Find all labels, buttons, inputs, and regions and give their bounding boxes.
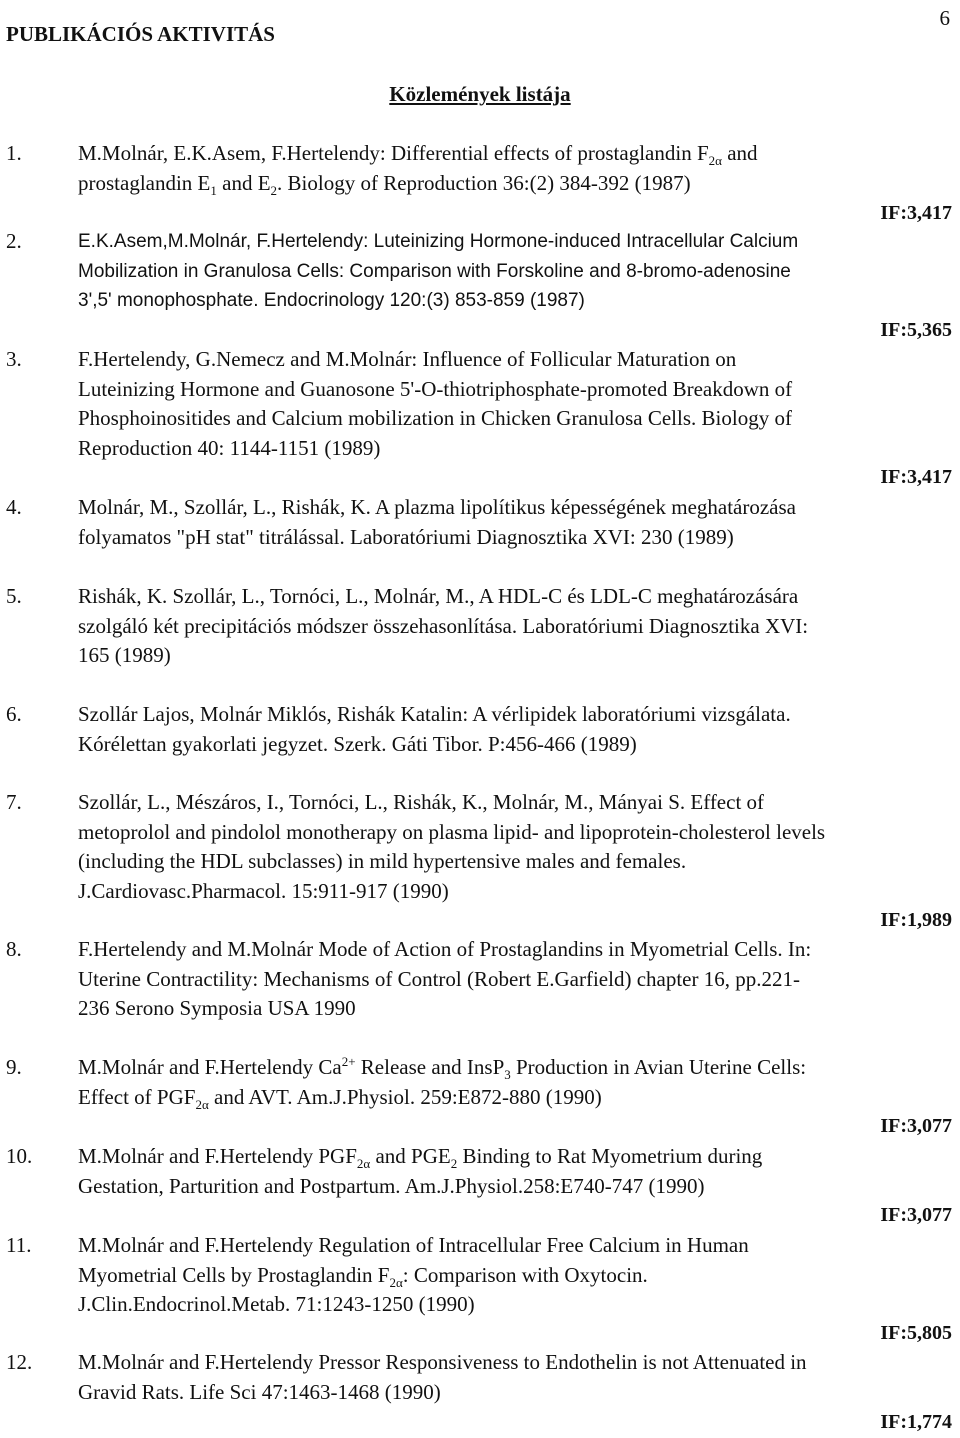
impact-factor: IF:5,805 <box>880 1322 952 1344</box>
entry-text <box>78 788 953 906</box>
entry-text <box>78 227 953 316</box>
page-number: 6 <box>939 6 950 30</box>
entry-text <box>78 935 953 1024</box>
entry-line: M.Molnár and F.Hertelendy Pressor Responsiveness to Endothelin is not Attenuated in <box>78 1350 807 1374</box>
entry-line: Szollár Lajos, Molnár Miklós, Rishák Katalin: A vérlipidek laboratóriumi vizsgálata. <box>78 702 791 726</box>
entry-line: F.Hertelendy, G.Nemecz and M.Molnár: Influence of Follicular Maturation on <box>78 347 737 371</box>
entry-line: Szollár, L., Mészáros, I., Tornóci, L., Rishák, K., Molnár, M., Mányai S. Effect of <box>78 790 765 814</box>
entry-text <box>78 139 953 198</box>
list-title: Közlemények listája <box>389 82 571 106</box>
entry-line: 236 Serono Symposia USA 1990 <box>78 996 356 1020</box>
impact-factor: IF:3,417 <box>880 466 952 488</box>
entry-number: 11. <box>6 1233 32 1257</box>
entry-text <box>78 700 953 759</box>
entry-number: 2. <box>6 229 22 253</box>
entry-number: 6. <box>6 702 22 726</box>
entry-text <box>78 1231 953 1320</box>
impact-factor: IF:3,077 <box>880 1115 952 1137</box>
entry-number: 9. <box>6 1055 22 1079</box>
entry-text <box>78 1348 953 1407</box>
impact-factor: IF:1,774 <box>880 1411 952 1433</box>
impact-factor: IF:3,077 <box>880 1204 952 1226</box>
entry-text <box>78 1053 953 1112</box>
entry-line: metoprolol and pindolol monotherapy on plasma lipid- and lipoprotein-cholesterol levels <box>78 819 826 844</box>
entry-line: M.Molnár and F.Hertelendy Regulation of Intracellular Free Calcium in Human <box>78 1233 749 1257</box>
entry-text <box>78 1142 953 1201</box>
impact-factor: IF:1,989 <box>880 909 952 931</box>
impact-factor: IF:5,365 <box>880 319 952 341</box>
section-header: PUBLIKÁCIÓS AKTIVITÁS <box>6 22 275 46</box>
entry-line: M.Molnár and F.Hertelendy $Ca^{2+}$ Release and InsP$_3$ Production in Avian Uterine Cells: <box>78 1054 807 1083</box>
entry-line: Mobilization in Granulosa Cells: Comparison with Forskoline and 8-bromo-adenosine <box>78 260 791 282</box>
entry-line: J.Clin.Endocrinol.Metab. 71:1243-1250 (1990) <box>78 1292 475 1316</box>
entry-number: 10. <box>6 1144 33 1168</box>
entry-number: 4. <box>6 495 22 519</box>
entry-text <box>78 345 953 463</box>
entry-number: 7. <box>6 790 22 814</box>
entry-line: folyamatos "pH stat" titrálással. Laboratóriumi Diagnosztika XVI: 230 (1989) <box>78 524 734 549</box>
entry-line: M.Molnár and F.Hertelendy $PGF_{2\alpha}$ and $PGE_2$ Binding to Rat Myometrium during <box>78 1144 763 1172</box>
entry-line: F.Hertelendy and M.Molnár Mode of Action of Prostaglandins in Myometrial Cells. In: <box>78 937 812 961</box>
entry-line: Uterine Contractility: Mechanisms of Control (Robert E.Garfield) chapter 16, pp.221- <box>78 966 800 991</box>
entry-line: Phosphoinositides and Calcium mobilization in Chicken Granulosa Cells. Biology of <box>78 406 792 430</box>
impact-factor: IF:3,417 <box>880 202 952 224</box>
entry-line: prostaglandin $E_1$ and $E_2$. Biology of Reproduction 36:(2) 384-392 (1987) <box>78 170 691 198</box>
entry-line: Effect of $PGF_{2\alpha}$ and AVT. Am.J.Physiol. 259:E872-880 (1990) <box>78 1084 602 1112</box>
entry-line: 165 (1989) <box>78 643 171 667</box>
entry-number: 8. <box>6 937 22 961</box>
entry-line: Molnár, M., Szollár, L., Rishák, K. A plazma lipolítikus képességének meghatározása <box>78 495 796 519</box>
entry-text <box>78 493 953 552</box>
entry-line: M.Molnár, E.K.Asem, F.Hertelendy: Differential effects of prostaglandin $F_{2\alpha}$ and <box>78 141 758 169</box>
entry-line: Luteinizing Hormone and Guanosone 5'-O-thiotriphosphate-promoted Breakdown of <box>78 376 793 401</box>
entry-number: 12. <box>6 1350 33 1374</box>
entry-line: Gravid Rats. Life Sci 47:1463-1468 (1990) <box>78 1379 441 1404</box>
entry-line: Rishák, K. Szollár, L., Tornóci, L., Molnár, M., A HDL-C és LDL-C meghatározására <box>78 584 799 608</box>
entry-line: J.Cardiovasc.Pharmacol. 15:911-917 (1990) <box>78 878 449 903</box>
entry-line: Gestation, Parturition and Postpartum. Am.J.Physiol.258:E740-747 (1990) <box>78 1173 705 1198</box>
entry-number: 5. <box>6 584 22 608</box>
entry-text <box>78 582 953 671</box>
entry-number: 1. <box>6 141 22 165</box>
entry-line: szolgáló két precipitációs módszer összehasonlítása. Laboratóriumi Diagnosztika XVI: <box>78 613 809 638</box>
entry-line: 3',5' monophosphate. Endocrinology 120:(3) 853-859 (1987) <box>78 290 585 311</box>
entry-line: Kórélettan gyakorlati jegyzet. Szerk. Gáti Tibor. P:456-466 (1989) <box>78 731 637 756</box>
entry-line: E.K.Asem,M.Molnár, F.Hertelendy: Luteinizing Hormone-induced Intracellular Calcium <box>78 231 799 252</box>
entry-line: Myometrial Cells by Prostaglandin $F_{2\alpha}$: Comparison with Oxytocin. <box>78 1262 648 1290</box>
entry-line: Reproduction 40: 1144-1151 (1989) <box>78 435 381 460</box>
entry-number: 3. <box>6 347 22 371</box>
entry-line: (including the HDL subclasses) in mild hypertensive males and females. <box>78 849 687 873</box>
